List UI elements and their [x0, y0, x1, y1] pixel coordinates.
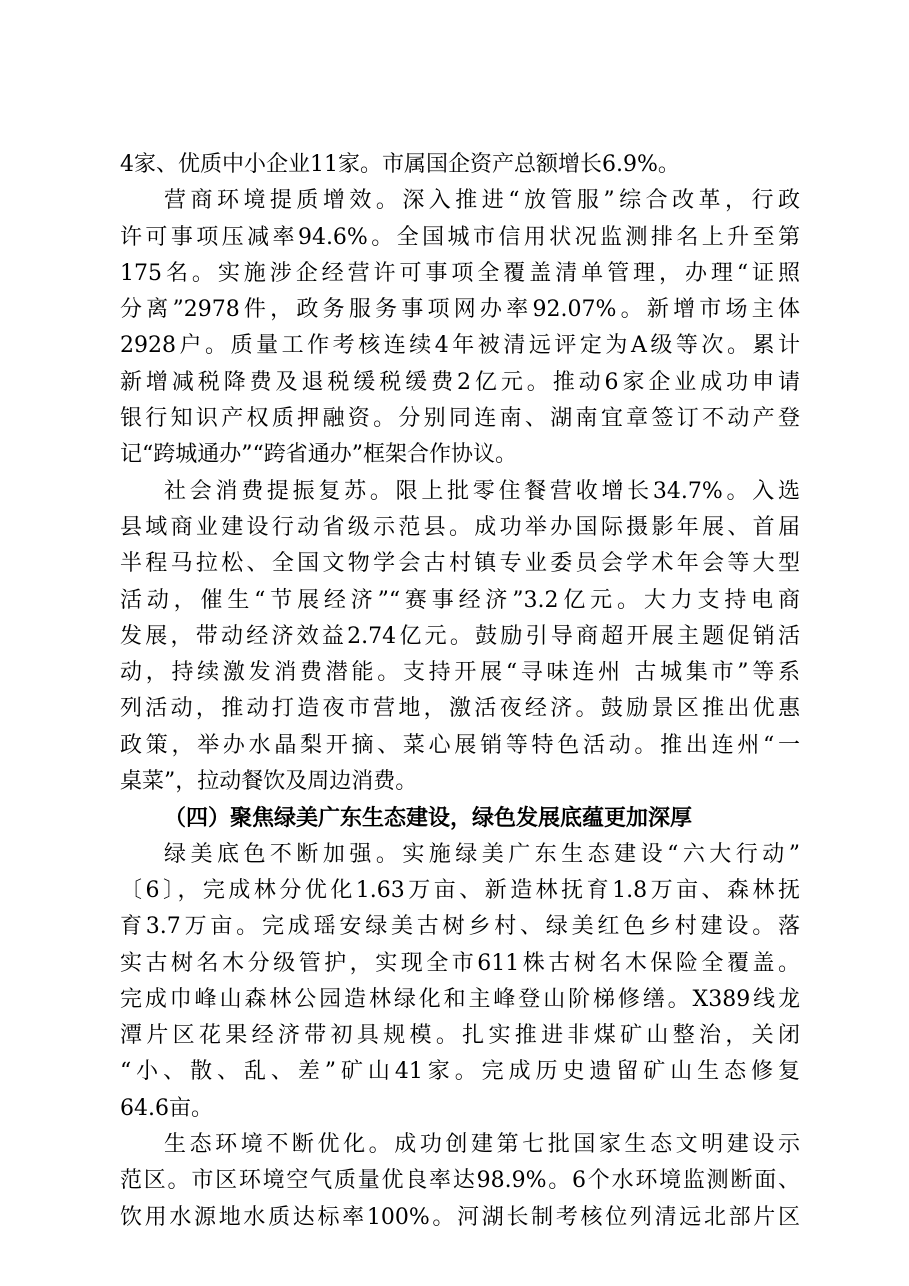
paragraph [120, 1127, 800, 1236]
text-line: 4家、优质中小企业11家。市属国企资产总额增长6.9%。 [120, 152, 680, 177]
text-line: 动，持续激发消费潜能。支持开展“寻味连州 古城集市”等系 [120, 660, 800, 686]
text-line: 分离”2978件，政务服务事项网办率92.07%。新增市场主体 [120, 297, 800, 323]
text-line: 饮用水源地水质达标率100%。河湖长制考核位列清远北部片区 [120, 1204, 800, 1230]
paragraph [120, 147, 800, 183]
text-line: 活动，催生“节展经济”“赛事经济”3.2亿元。大力支持电商 [120, 587, 800, 613]
paragraph [120, 837, 800, 1127]
text-line: 2928户。质量工作考核连续4年被清远评定为A级等次。累计 [120, 333, 800, 359]
text-line: 175名。实施涉企经营许可事项全覆盖清单管理，办理“证照 [120, 260, 800, 286]
text-line: 范区。市区环境空气质量优良率达98.9%。6个水环境监测断面、 [120, 1168, 800, 1194]
text-line: 社会消费提振复苏。限上批零住餐营收增长34.7%。入选 [164, 478, 800, 504]
text-line: 半程马拉松、全国文物学会古村镇专业委员会学术年会等大型 [120, 551, 800, 577]
text-line: 〔6〕，完成林分优化1.63万亩、新造林抚育1.8万亩、森林抚 [120, 877, 800, 903]
text-line: 新增减税降费及退税缓税缓费2亿元。推动6家企业成功申请 [120, 369, 800, 395]
text-line: 列活动，推动打造夜市营地，激活夜经济。鼓励景区推出优惠 [120, 696, 800, 722]
text-line: 绿美底色不断加强。实施绿美广东生态建设“六大行动” [164, 841, 800, 867]
text-line: 县域商业建设行动省级示范县。成功举办国际摄影年展、首届 [120, 514, 800, 540]
text-line: “小、散、乱、差”矿山41家。完成历史遗留矿山生态修复 [120, 1059, 800, 1085]
text-line: （四）聚焦绿美广东生态建设，绿色发展底蕴更加深厚 [164, 805, 693, 832]
text-line: 育3.7万亩。完成瑶安绿美古树乡村、绿美红色乡村建设。落 [120, 914, 800, 940]
text-line: 银行知识产权质押融资。分别同连南、湖南宜章签订不动产登 [120, 406, 800, 432]
section-heading [120, 800, 800, 836]
text-line: 64.6亩。 [120, 1095, 213, 1121]
text-line: 完成巾峰山森林公园造林绿化和主峰登山阶梯修缮。X389线龙 [120, 986, 800, 1012]
text-line: 记“跨城通办”“跨省通办”框架合作协议。 [120, 442, 517, 468]
text-line: 许可事项压减率94.6%。全国城市信用状况监测排名上升至第 [120, 224, 800, 250]
text-line: 发展，带动经济效益2.74亿元。鼓励引导商超开展主题促销活 [120, 623, 800, 649]
text-line: 实古树名木分级管护，实现全市611株古树名木保险全覆盖。 [120, 950, 800, 976]
text-line: 营商环境提质增效。深入推进“放管服”综合改革，行政 [164, 188, 800, 214]
text-line: 潭片区花果经济带初具规模。扎实推进非煤矿山整治，关闭 [120, 1023, 800, 1049]
text-line: 生态环境不断优化。成功创建第七批国家生态文明建设示 [164, 1132, 800, 1158]
text-line: 桌菜”，拉动餐饮及周边消费。 [120, 769, 418, 795]
document-body [120, 147, 800, 1236]
text-line: 政策，举办水晶梨开摘、菜心展销等特色活动。推出连州“一 [120, 732, 800, 758]
paragraph [120, 474, 800, 801]
paragraph [120, 183, 800, 473]
